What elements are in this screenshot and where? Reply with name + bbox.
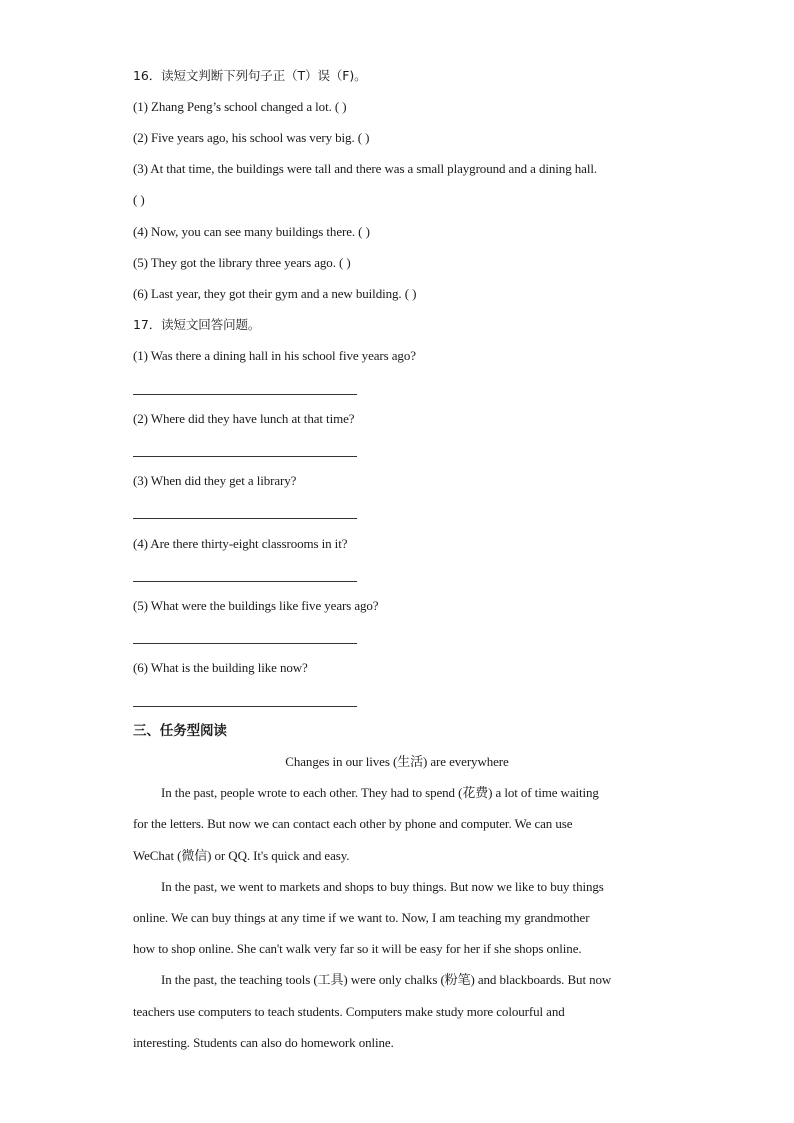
- section3-heading: 三、任务型阅读: [133, 723, 227, 739]
- passage-line-1: In the past, people wrote to each other. They had to spend (花费) a lot of time waiting: [161, 785, 599, 800]
- q17-answer-line-5[interactable]: [133, 643, 357, 644]
- q16-item-5: (5) They got the library three years ago. ( ): [133, 255, 351, 270]
- q16-title: 16．读短文判断下列句子正（T）误（F)。: [133, 68, 367, 83]
- passage-line-6: how to shop online. She can't walk very far so it will be easy for her if she shops online.: [133, 941, 582, 956]
- q16-item-3-bracket: ( ): [133, 192, 145, 207]
- q17-answer-line-1[interactable]: [133, 394, 357, 395]
- passage-line-8: teachers use computers to teach students. Computers make study more colourful and: [133, 1004, 565, 1019]
- passage-line-5: online. We can buy things at any time if we want to. Now, I am teaching my grandmother: [133, 910, 590, 925]
- q16-item-2: (2) Five years ago, his school was very big. ( ): [133, 130, 370, 145]
- q16-item-3: (3) At that time, the buildings were tall and there was a small playground and a dining hall.: [133, 161, 598, 176]
- q17-question-6: (6) What is the building like now?: [133, 660, 308, 675]
- q17-answer-line-2[interactable]: [133, 456, 357, 457]
- q17-question-5: (5) What were the buildings like five years ago?: [133, 598, 379, 613]
- passage-line-3: WeChat (微信) or QQ. It's quick and easy.: [133, 848, 350, 863]
- passage-title: Changes in our lives (生活) are everywhere: [285, 754, 509, 769]
- q17-answer-line-4[interactable]: [133, 581, 357, 582]
- q17-title: 17．读短文回答问题。: [133, 317, 261, 332]
- q17-question-1: (1) Was there a dining hall in his school five years ago?: [133, 348, 416, 363]
- q17-answer-line-6[interactable]: [133, 706, 357, 707]
- q16-item-4: (4) Now, you can see many buildings there. ( ): [133, 224, 370, 239]
- q17-answer-line-3[interactable]: [133, 518, 357, 519]
- passage-line-7: In the past, the teaching tools (工具) were only chalks (粉笔) and blackboards. But now: [161, 972, 612, 987]
- q16-item-6: (6) Last year, they got their gym and a new building. ( ): [133, 286, 417, 301]
- q17-question-4: (4) Are there thirty-eight classrooms in it?: [133, 536, 348, 551]
- q16-item-1: (1) Zhang Peng’s school changed a lot. ( ): [133, 99, 347, 114]
- passage-line-2: for the letters. But now we can contact each other by phone and computer. We can use: [133, 816, 573, 831]
- q17-question-3: (3) When did they get a library?: [133, 473, 297, 488]
- passage-line-4: In the past, we went to markets and shops to buy things. But now we like to buy things: [161, 879, 604, 894]
- q17-question-2: (2) Where did they have lunch at that time?: [133, 411, 355, 426]
- passage-line-9: interesting. Students can also do homework online.: [133, 1035, 394, 1050]
